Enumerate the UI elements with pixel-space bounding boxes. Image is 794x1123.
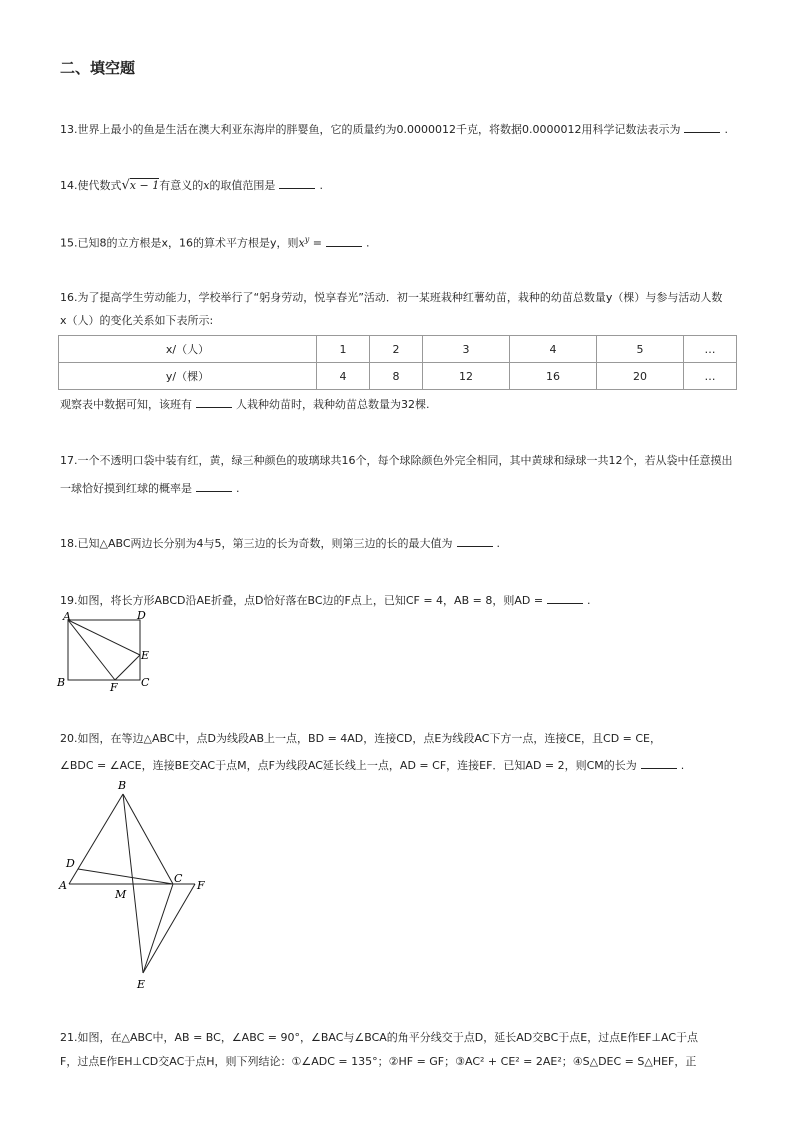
table-cell: 5 [597,336,684,363]
q15-end: . [365,236,370,250]
table-cell: 3 [423,336,510,363]
q15-text: 15.已知8的立方根是x，16的算术平方根是y，则 [60,236,299,250]
question-21-line2: F，过点E作EH⊥CD交AC于点H，则下列结论：①∠ADC = 135°；②HF = GF；③AC² + CE² = 2AE²；④S△DEC = S△HEF，正 [60,1055,697,1068]
question-16-after [60,397,430,412]
label-a: A [63,610,71,623]
answer-blank[interactable] [279,178,315,189]
segment-dc [78,869,173,884]
question-17-line1: 17.一个不透明口袋中装有红，黄，绿三种颜色的玻璃球共16个，每个球除颜色外完全相同，其中黄球和绿球一共12个，若从袋中任意摸出 [60,454,733,467]
table-cell: 2 [370,336,423,363]
table-row [59,336,737,363]
answer-blank[interactable] [196,481,232,492]
question-14 [60,178,323,193]
q15-expr: x [298,236,305,250]
q14-end: . [319,179,323,192]
q18-end: . [496,537,501,550]
segment-fe [115,655,140,680]
label-d: D [137,609,146,622]
question-19 [60,593,591,608]
answer-blank[interactable] [457,536,493,547]
answer-blank[interactable] [326,236,362,247]
table-cell: 4 [317,363,370,390]
q18-text: 18.已知△ABC两边长分别为4与5，第三边的长为奇数，则第三边的长的最大值为 [60,537,453,550]
label-b: B [57,676,66,689]
label-b: B [118,779,127,792]
q19-end: . [587,594,591,607]
question-13 [60,122,728,137]
segment-af [68,620,115,680]
answer-blank[interactable] [547,593,583,604]
segment-ab [69,794,123,884]
segment-ae [68,620,140,655]
question-20-line1: 20.如图，在等边△ABC中，点D为线段AB上一点，BD = 4AD，连接CD，点E为线段AC下方一点，连接CE，且CD = CE， [60,732,662,745]
q17-end: . [236,482,240,495]
section-title: 二、填空题 [60,59,136,77]
q14-radicand: x − 1 [129,179,160,192]
q14-prefix: 14.使代数式 [60,179,122,192]
question-18 [60,536,500,551]
table-header-cell: x/（人） [59,336,317,363]
q16-after-prefix: 观察表中数据可知，该班有 [60,398,192,411]
q15-eq: = [309,236,322,250]
label-f: F [110,681,118,693]
table-cell: 20 [597,363,684,390]
label-e: E [141,649,150,662]
question-15 [60,233,369,251]
question-17-line2 [60,481,240,496]
table-cell: … [684,363,737,390]
table-cell: 1 [317,336,370,363]
table-cell: … [684,336,737,363]
label-c: C [141,676,150,689]
q14-middle: 有意义的 [159,179,204,192]
answer-blank[interactable] [196,397,232,408]
q14-suffix: 的取值范围是 [209,179,276,192]
table-cell: 16 [510,363,597,390]
label-f: F [197,879,205,892]
segment-bc [123,794,173,884]
q16-after-suffix: 人栽种幼苗时，栽种幼苗总数量为32棵. [236,398,430,411]
question-20-line2 [60,758,684,773]
label-a: A [59,879,67,892]
label-e: E [137,978,146,991]
figure-19 [55,608,165,693]
label-d: D [66,857,75,870]
figure-20 [55,775,215,995]
q19-text: 19.如图，将长方形ABCD沿AE折叠，点D恰好落在BC边的F点上，已知CF = 4，AB = 8，则AD = [60,594,544,607]
table-cell: 4 [510,336,597,363]
table-cell: 8 [370,363,423,390]
q14-var: x [203,179,210,192]
q20-prefix: ∠BDC = ∠ACE，连接BE交AC于点M，点F为线段AC延长线上一点，AD = CF，连接EF．已知AD = 2，则CM的长为 [60,759,637,772]
table-header-cell: y/（棵） [59,363,317,390]
answer-blank[interactable] [684,122,720,133]
question-16-line1: 16.为了提高学生劳动能力，学校举行了“躬身劳动，悦享春光”活动．初一某班栽种红薯幼苗，栽种的幼苗总数量y（棵）与参与活动人数 [60,291,723,304]
question-16-line2: x（人）的变化关系如下表所示: [60,314,214,327]
question-21-line1: 21.如图，在△ABC中，AB = BC，∠ABC = 90°，∠BAC与∠BCA的角平分线交于点D，延长AD交BC于点E，过点E作EF⊥AC于点 [60,1031,699,1044]
q17-prefix: 一球恰好摸到红球的概率是 [60,482,192,495]
table-row [59,363,737,390]
q13-text: 13.世界上最小的鱼是生活在澳大利亚东海岸的胖婴鱼，它的质量约为0.0000012千克，将数据0.0000012用科学记数法表示为 [60,123,681,136]
label-m: M [115,888,127,901]
label-c: C [174,872,183,885]
data-table [58,335,737,390]
table-cell: 12 [423,363,510,390]
q20-end: . [680,759,685,772]
q13-end: . [724,123,728,136]
q15-sup: y [304,235,310,244]
answer-blank[interactable] [641,758,677,769]
sqrt-symbol: √ [121,178,130,193]
